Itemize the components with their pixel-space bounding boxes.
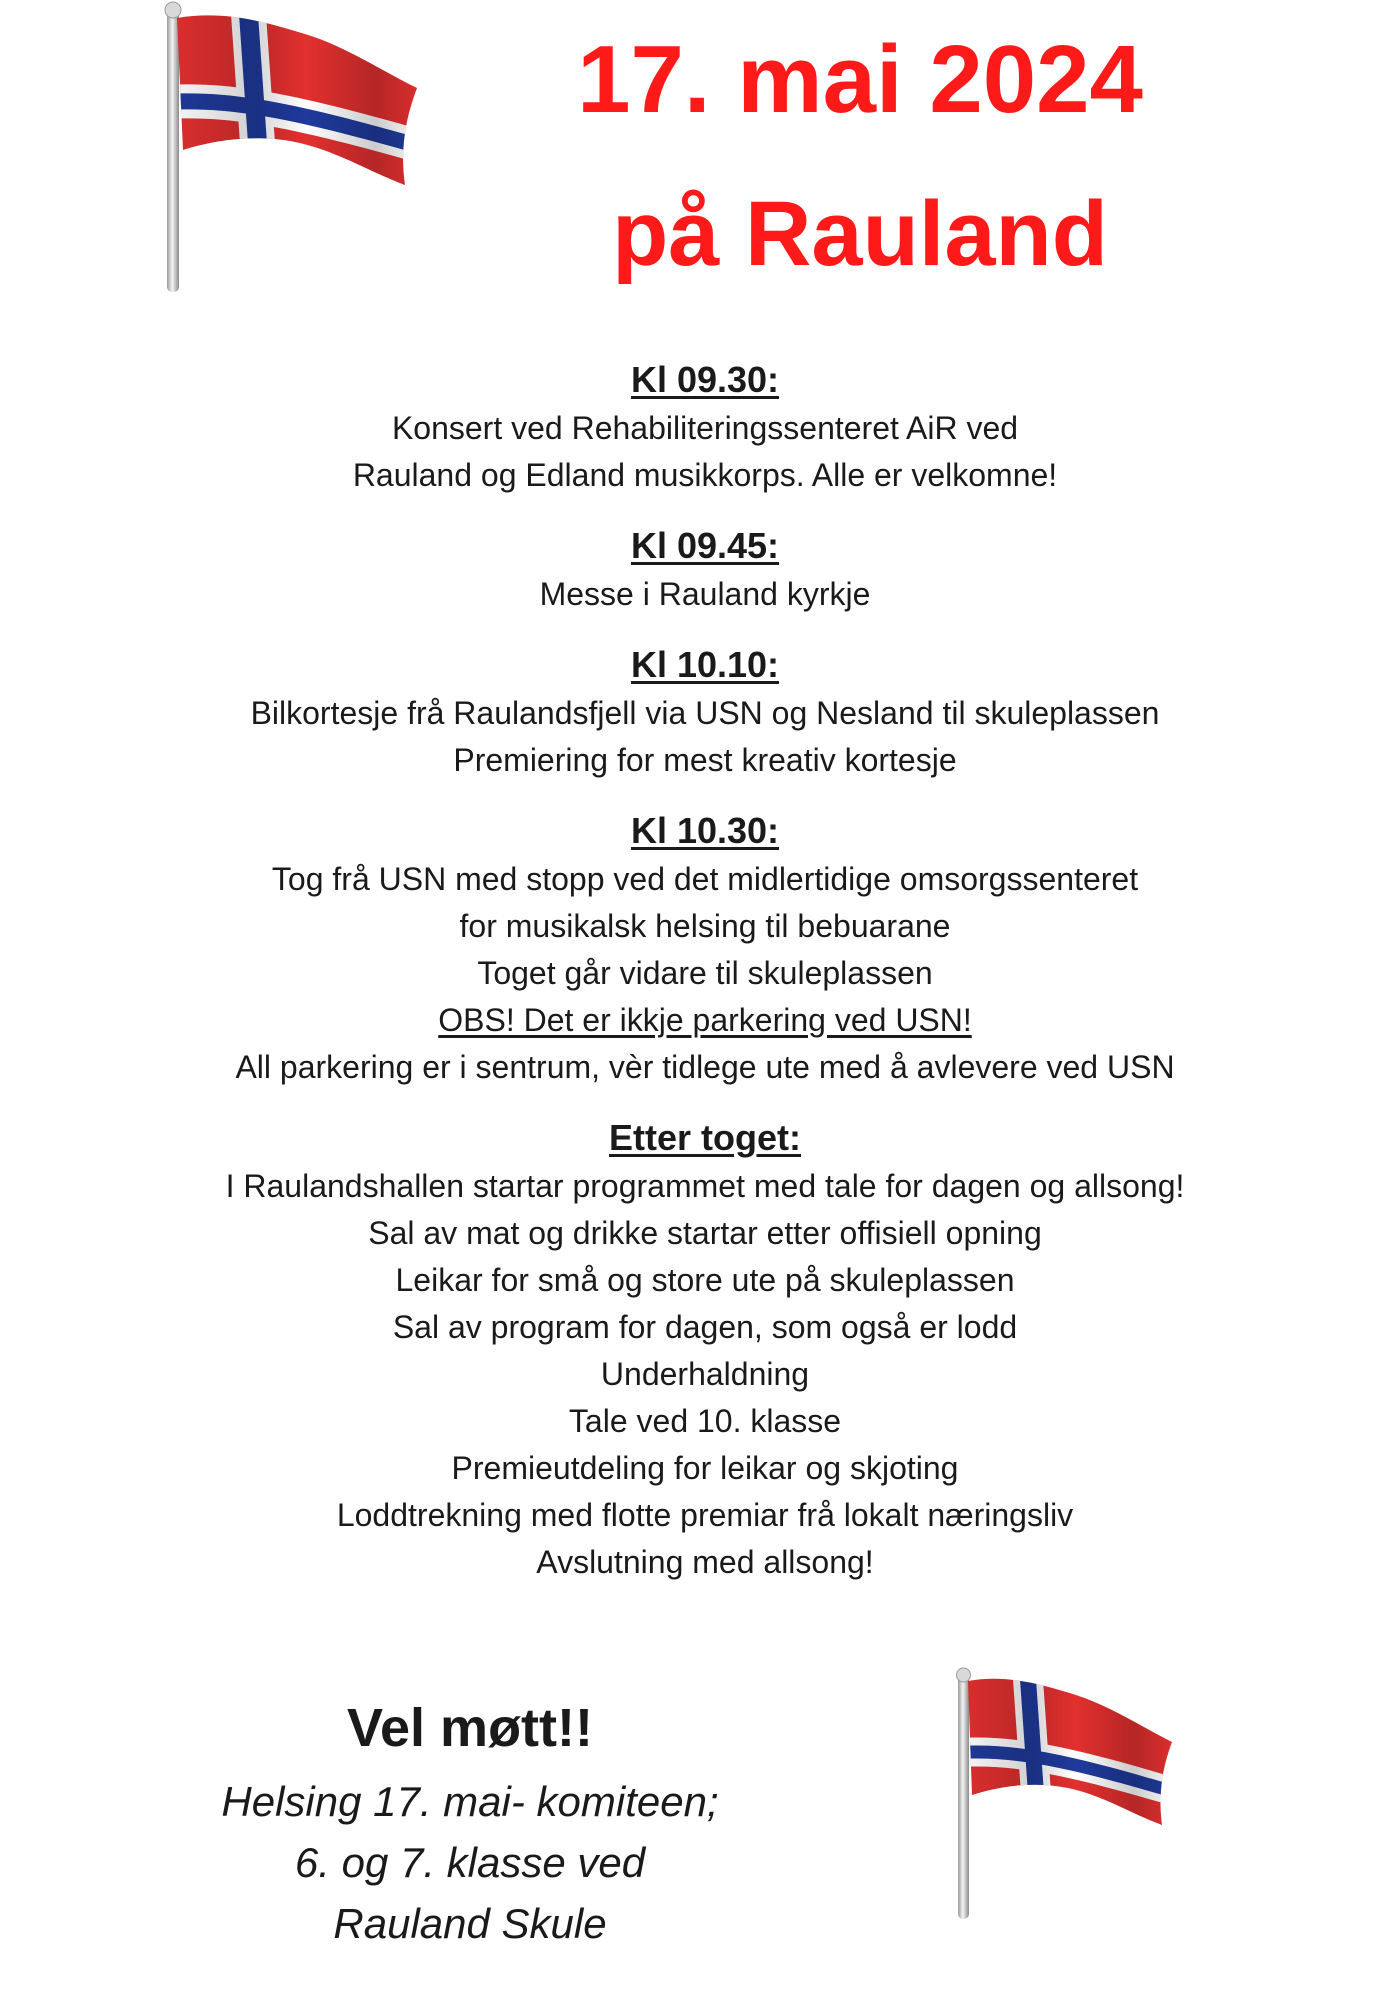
- norwegian-flag-icon: [948, 1665, 1180, 1920]
- program-line: Premieutdeling for leikar og skjoting: [451, 1450, 959, 1486]
- section-heading: Kl 09.30:: [630, 359, 780, 400]
- program-line: Bilkortesje frå Raulandsfjell via USN og Nesland til skuleplassen: [250, 695, 1160, 731]
- event-location: på Rauland: [612, 183, 1108, 285]
- program-section: [100, 1113, 1310, 1586]
- program-line: Leikar for små og store ute på skuleplassen: [395, 1262, 1015, 1298]
- signature-line: 6. og 7. klasse ved: [294, 1839, 646, 1886]
- program-section: [100, 640, 1310, 784]
- program-line: All parkering er i sentrum, vèr tidlege ute med å avlevere ved USN: [235, 1049, 1175, 1085]
- program-line: Konsert ved Rehabiliteringssenteret AiR ved: [391, 410, 1019, 446]
- program-line: Tale ved 10. klasse: [568, 1403, 842, 1439]
- program-section: [100, 521, 1310, 618]
- norwegian-flag-icon: [155, 0, 430, 295]
- program-line: Sal av mat og drikke startar etter offisiell opning: [368, 1215, 1042, 1251]
- parking-notice: OBS! Det er ikkje parkering ved USN!: [438, 1002, 972, 1038]
- section-heading: Kl 10.10:: [630, 644, 780, 685]
- program-line: Tog frå USN med stopp ved det midlertidige omsorgssenteret: [271, 861, 1139, 897]
- signature-line: Helsing 17. mai- komiteen;: [221, 1778, 719, 1825]
- program-section: [100, 806, 1310, 1091]
- program-line: for musikalsk helsing til bebuarane: [459, 908, 951, 944]
- program-line: Premiering for mest kreativ kortesje: [453, 742, 957, 778]
- program-schedule: [100, 355, 1310, 1586]
- program-line: I Raulandshallen startar programmet med tale for dagen og allsong!: [225, 1168, 1185, 1204]
- section-heading: Kl 10.30:: [630, 810, 780, 851]
- program-line: Sal av program for dagen, som også er lodd: [392, 1309, 1018, 1345]
- signature-line: Rauland Skule: [333, 1900, 607, 1947]
- program-line: Underhaldning: [600, 1356, 810, 1392]
- closing-block: [130, 1693, 810, 1954]
- program-section: [100, 355, 1310, 499]
- section-heading: Etter toget:: [609, 1117, 801, 1158]
- event-title: 17. mai 2024: [577, 26, 1143, 133]
- program-line: Messe i Rauland kyrkje: [539, 576, 871, 612]
- program-line: Rauland og Edland musikkorps. Alle er velkomne!: [352, 457, 1058, 493]
- program-line: Toget går vidare til skuleplassen: [477, 955, 933, 991]
- section-heading: Kl 09.45:: [630, 525, 780, 566]
- program-line: Loddtrekning med flotte premiar frå lokalt næringsliv: [336, 1497, 1074, 1533]
- greeting: Vel møtt!!: [346, 1698, 593, 1758]
- program-line: Avslutning med allsong!: [536, 1544, 874, 1580]
